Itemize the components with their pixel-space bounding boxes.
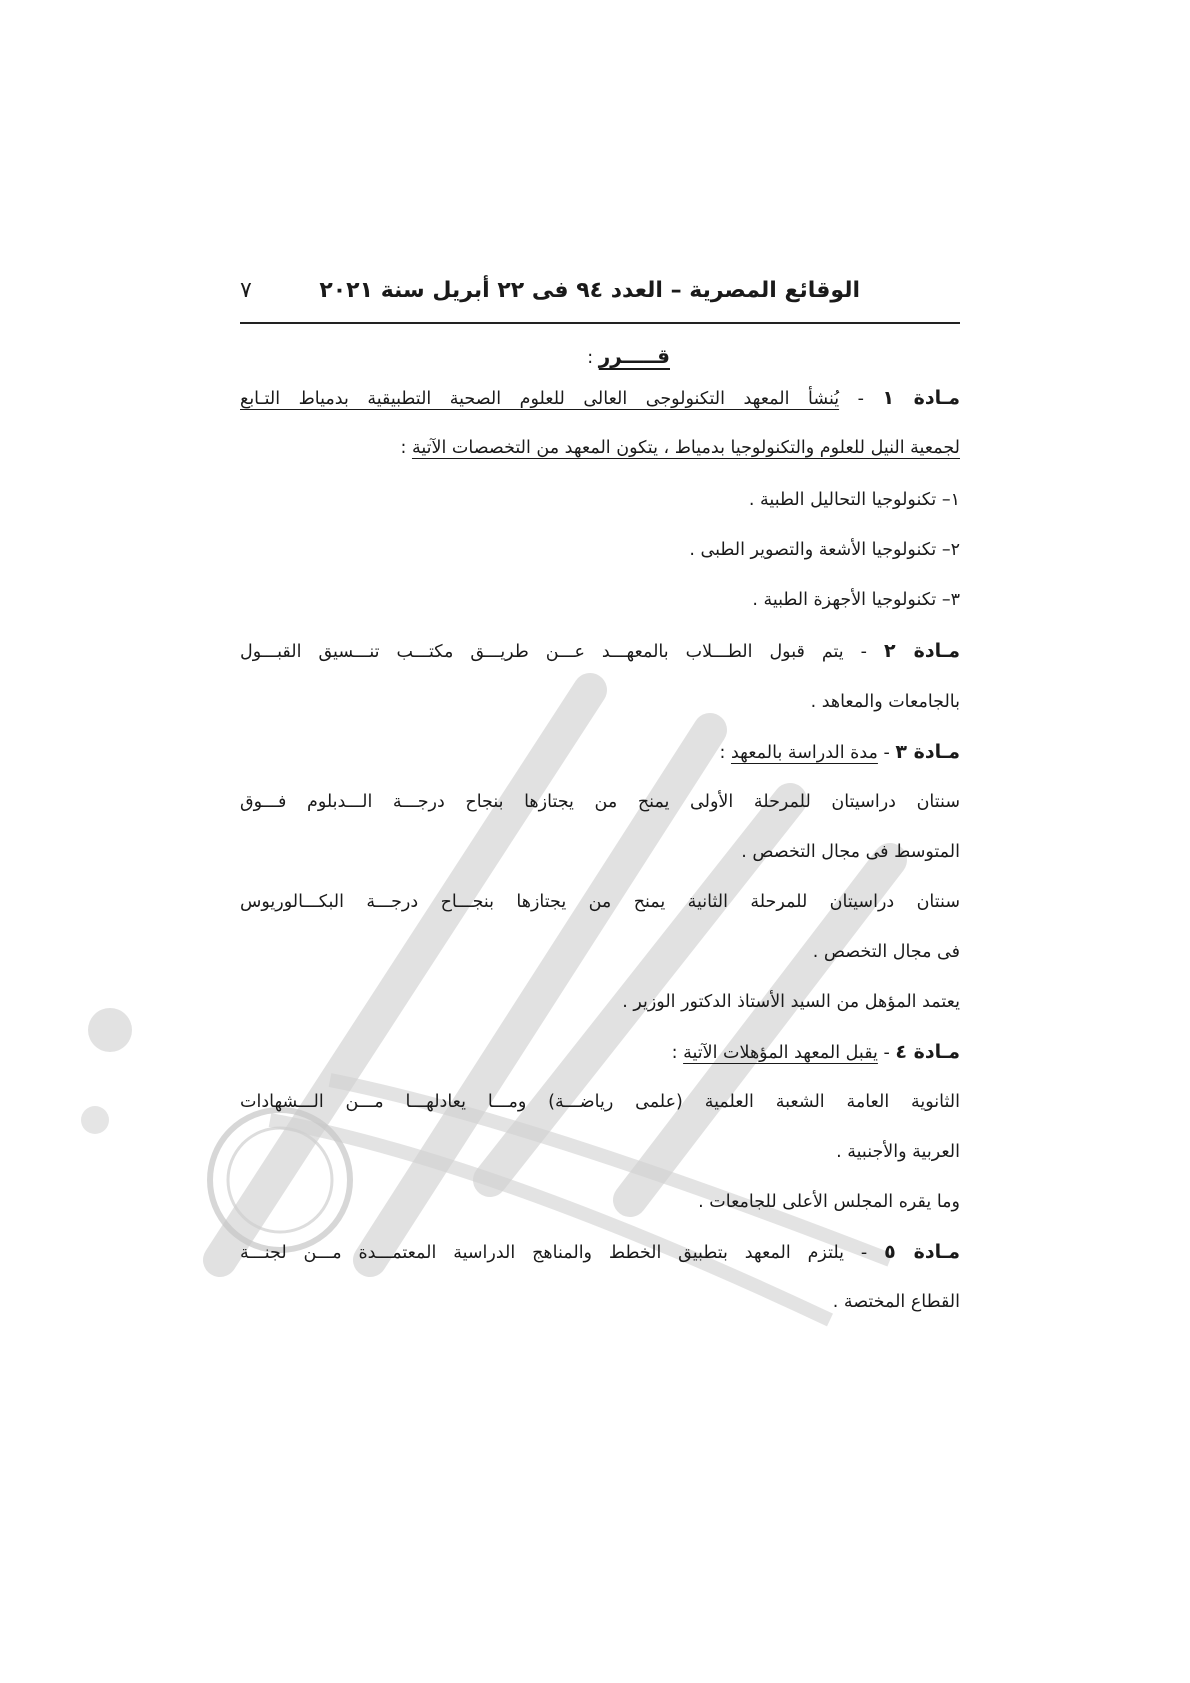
decision-heading [587, 342, 670, 372]
article-4-heading: يقبل المعهد المؤهلات الآتية [683, 1043, 878, 1063]
article-4-p1-line-1: الثانوية العامة الشعبة العلمية (علمى رياضـــة) ومـــا يعادلهـــا مـــن الـــشهادات [240, 1092, 960, 1112]
article-3-p1-line-2: المتوسط فى مجال التخصص . [741, 842, 960, 862]
list-item: ٣– تكنولوجيا الأجهزة الطبية . [752, 590, 960, 610]
article-1-label: مـادة ١ [882, 387, 960, 409]
article-3-heading: مدة الدراسة بالمعهد [730, 743, 878, 763]
dash: - [857, 389, 864, 409]
gazette-title: الوقائع المصرية – العدد ٩٤ فى ٢٢ أبريل سنة ٢٠٢١ [319, 278, 860, 303]
article-5-text-1: يلتزم المعهد بتطبيق الخطط والمناهج الدراسية المعتمـــدة مـــن لجنـــة [240, 1243, 845, 1263]
decision-colon: : [587, 348, 594, 368]
article-3-p1-line-1: سنتان دراسيتان للمرحلة الأولى يمنح من يجتازها بنجاح درجـــة الـــدبلوم فـــوق [240, 792, 960, 812]
article-3-p2-line-2: فى مجال التخصص . [812, 942, 960, 962]
list-item: ١– تكنولوجيا التحاليل الطبية . [748, 490, 960, 510]
article-5-line-1 [240, 1238, 960, 1267]
article-1-line-1 [240, 384, 960, 413]
article-2-line-2: بالجامعات والمعاهد . [810, 692, 960, 712]
article-1-line-2 [240, 434, 960, 462]
document-page [240, 270, 960, 1312]
article-3-label: مـادة ٣ [895, 741, 960, 763]
colon: : [671, 1043, 678, 1063]
article-2-line-1 [240, 637, 960, 666]
dash: - [860, 642, 867, 662]
article-3-p3: يعتمد المؤهل من السيد الأستاذ الدكتور الوزير . [622, 992, 960, 1012]
page-number: ٧ [240, 278, 252, 303]
article-2-label: مـادة ٢ [883, 640, 960, 662]
colon: : [400, 438, 407, 458]
article-4-p2: وما يقره المجلس الأعلى للجامعات . [698, 1192, 960, 1212]
article-3-p2-line-1: سنتان دراسيتان للمرحلة الثانية يمنح من يجتازها بنجـــاح درجـــة البكـــالوريوس [240, 892, 960, 912]
article-4-label: مـادة ٤ [895, 1041, 960, 1063]
page-header [240, 270, 960, 324]
article-5-line-2: القطاع المختصة . [832, 1292, 960, 1312]
decision-word: قـــــرر [598, 344, 670, 368]
article-5-label: مـادة ٥ [884, 1241, 960, 1263]
article-1-text-1: يُنشأ المعهد التكنولوجى العالى للعلوم الصحية التطبيقية بدمياط التـابع [240, 389, 840, 409]
dash: - [883, 743, 890, 763]
dash: - [883, 1043, 890, 1063]
dash: - [860, 1243, 868, 1263]
article-2-text-1: يتم قبول الطـــلاب بالمعهـــد عـــن طريـــق مكتـــب تنـــسيق القبـــول [240, 642, 844, 662]
article-4-p1-line-2: العربية والأجنبية . [836, 1142, 960, 1162]
colon: : [719, 743, 726, 763]
list-item: ٢– تكنولوجيا الأشعة والتصوير الطبى . [689, 540, 960, 560]
article-1-text-2: لجمعية النيل للعلوم والتكنولوجيا بدمياط ، يتكون المعهد من التخصصات الآتية [411, 438, 960, 458]
article-4-title [240, 1038, 960, 1067]
article-3-title [240, 738, 960, 767]
